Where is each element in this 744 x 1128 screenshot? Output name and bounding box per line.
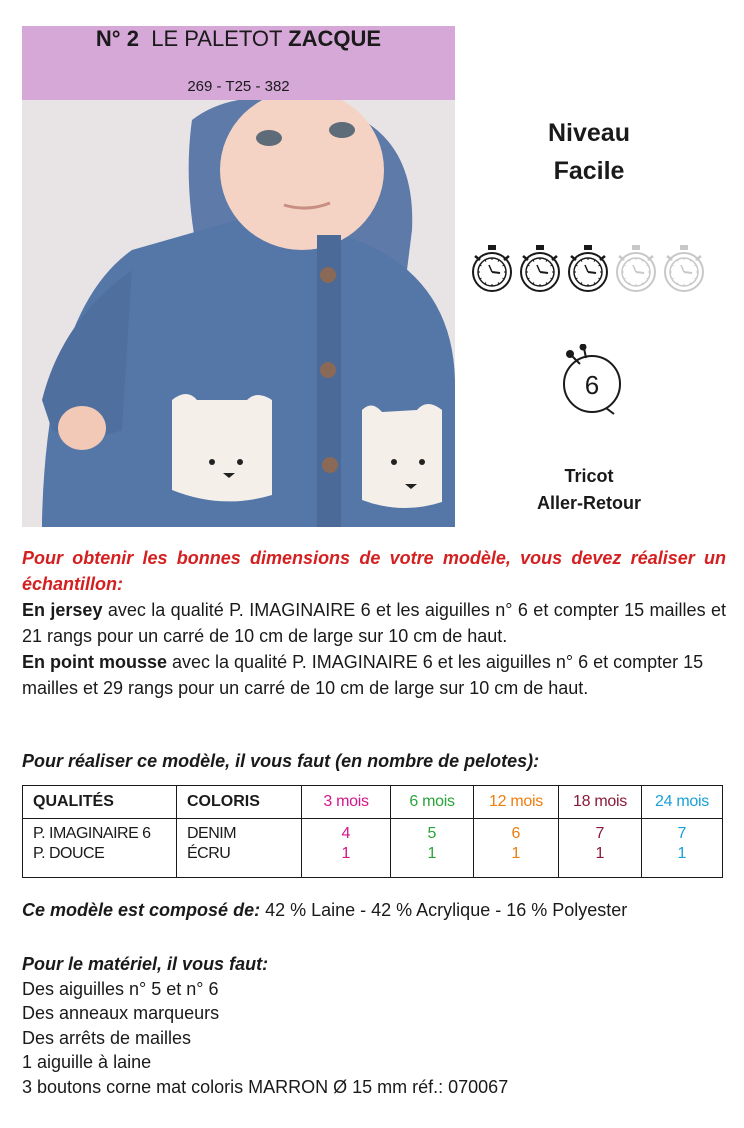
cell-size-24 [642,819,723,878]
composition-label: Ce modèle est composé de: [22,900,261,920]
gauge-jersey-text: avec la qualité P. IMAGINAIRE 6 et les aiguilles n° 6 et compter 15 mailles et 21 rangs pour un carré de 10 cm de large sur 10 cm de haut. [22,600,726,646]
cell-size-3 [302,819,391,878]
col-qualites: QUALITÉS [23,786,177,819]
list-item: Des aiguilles n° 5 et n° 6 [22,978,219,999]
stopwatch-icon [521,245,559,291]
difficulty-label: Niveau [548,119,630,147]
qty-6-1: 5 [427,825,437,842]
title-band [22,26,455,100]
gauge-jersey-label: En jersey [22,600,103,620]
quality-2: P. DOUCE [33,845,105,862]
qty-12-1: 6 [511,825,521,842]
baby-photo [22,100,455,527]
col-size-18: 18 mois [559,786,642,819]
technique-line1: Tricot [564,466,614,486]
col-size-6: 6 mois [391,786,474,819]
color-2: ÉCRU [187,845,231,862]
stopwatch-icons [470,242,710,298]
difficulty-level [470,114,708,190]
table-row [23,819,723,878]
cell-qualities [23,819,177,878]
baby-illustration [22,100,455,527]
quality-1: P. IMAGINAIRE 6 [33,825,151,842]
pattern-title [22,26,455,52]
list-item: Des anneaux marqueurs [22,1003,220,1023]
cell-colors [177,819,302,878]
difficulty-value: Facile [553,157,625,185]
stopwatch-icon [665,245,703,291]
qty-24-2: 1 [677,845,687,862]
technique [470,463,708,517]
gauge-mousse-text: avec la qualité P. IMAGINAIRE 6 et les aiguilles n° 6 et compter 15 mailles et 29 rangs pour un carré de 10 cm de large sur 10 cm de haut. [22,652,704,698]
col-size-12: 12 mois [474,786,559,819]
col-coloris: COLORIS [177,786,302,819]
pattern-number: N° 2 [95,26,139,51]
qty-18-2: 1 [595,845,605,862]
qty-18-1: 7 [595,825,605,842]
pattern-title-bold: ZACQUE [288,26,382,51]
time-rating [470,242,710,298]
gauge-mousse-label: En point mousse [22,652,168,672]
cell-size-12 [474,819,559,878]
stopwatch-icon [617,245,655,291]
pattern-title-regular: LE PALETOT [151,26,283,51]
col-size-3: 3 mois [302,786,391,819]
table-header-row [23,786,723,819]
qty-6-2: 1 [427,845,437,862]
qty-3-1: 4 [341,825,351,842]
stopwatch-icon [473,245,511,291]
gauge-heading: Pour obtenir les bonnes dimensions de votre modèle, vous devez réaliser un échantillon: [22,548,726,594]
gauge-section [22,545,726,701]
composition [22,900,627,921]
col-size-24: 24 mois [642,786,723,819]
needle-size-value: 6 [584,370,600,400]
list-item: 1 aiguille à laine [22,1052,152,1072]
equipment-section [22,952,508,1099]
materials-heading: Pour réaliser ce modèle, il vous faut (en nombre de pelotes): [22,751,540,771]
stopwatch-icon [569,245,607,291]
cell-size-18 [559,819,642,878]
needle-size-icon [556,344,628,416]
qty-12-2: 1 [511,845,521,862]
color-1: DENIM [187,825,237,842]
yarn-table [22,785,723,878]
composition-value: 42 % Laine - 42 % Acrylique - 16 % Polyester [260,900,628,920]
equipment-label: Pour le matériel, il vous faut: [22,954,269,974]
cell-size-6 [391,819,474,878]
list-item: Des arrêts de mailles [22,1027,192,1048]
qty-24-1: 7 [677,825,687,842]
qty-3-2: 1 [341,845,351,862]
list-item: 3 boutons corne mat coloris MARRON Ø 15 mm réf.: 070067 [22,1076,509,1097]
pattern-reference: 269 - T25 - 382 [187,78,290,95]
technique-line2: Aller-Retour [536,493,641,513]
